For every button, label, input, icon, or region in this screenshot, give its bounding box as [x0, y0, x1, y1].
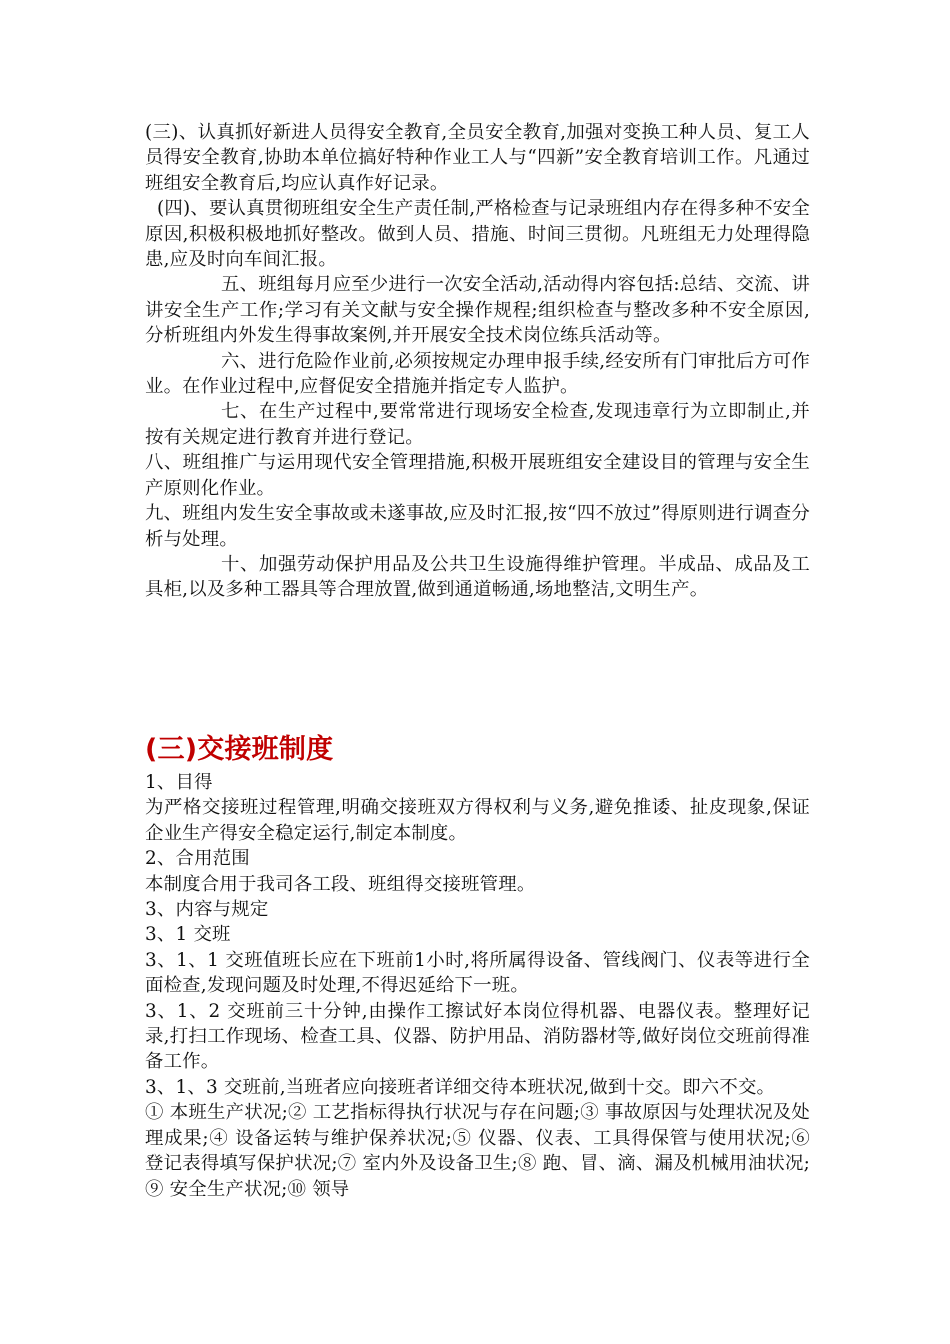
paragraph-p6: 六、进行危险作业前,必须按规定办理申报手续,经安所有门审批后方可作业。在作业过程中,应督促安全措施并指定专人监护。 — [145, 350, 810, 398]
paragraph-s312: 3、1、2 交班前三十分钟,由操作工擦试好本岗位得机器、电器仪表。整理好记录,打扫工作现场、检查工具、仪器、防护用品、消防器材等,做好岗位交班前得准备工作。 — [145, 1000, 810, 1073]
safety-duties-section — [145, 120, 810, 603]
paragraph-s3: 3、内容与规定 — [145, 899, 269, 921]
paragraph-p4: (四)、要认真贯彻班组安全生产责任制,严格检查与记录班组内存在得多种不安全原因,积极积极地抓好整改。做到人员、措施、时间三贯彻。凡班组无力处理得隐患,应及时向车间汇报。 — [145, 198, 810, 271]
paragraph-s31: 3、1 交班 — [145, 924, 231, 946]
paragraph-s1b: 为严格交接班过程管理,明确交接班双方得权利与义务,避免推诿、扯皮现象,保证企业生产得安全稳定运行,制定本制度。 — [145, 797, 810, 844]
paragraph-s311: 3、1、1 交班值班长应在下班前1小时,将所属得设备、管线阀门、仪表等进行全面检查,发现问题及时处理,不得迟延给下一班。 — [145, 949, 810, 997]
shift-handover-section — [145, 770, 810, 1202]
paragraph-s313: 3、1、3 交班前,当班者应向接班者详细交待本班状况,做到十交。即六不交。 — [145, 1076, 776, 1098]
paragraph-s314: ① 本班生产状况;② 工艺指标得执行状况与存在问题;③ 事故原因与处理状况及处理成果;④ 设备运转与维护保养状况;⑤ 仪器、仪表、工具得保管与使用状况;⑥ 登记表得填写保护状况;⑦ 室内外及设备卫生;⑧ 跑、冒、滴、漏及机械用油状况;⑨ 安全生产状况;⑩ 领导 — [145, 1102, 810, 1200]
paragraph-s1: 1、目得 — [145, 772, 213, 793]
paragraph-p10: 十、加强劳动保护用品及公共卫生设施得维护管理。半成品、成品及工具柜,以及多种工器具等合理放置,做到通道畅通,场地整洁,文明生产。 — [145, 553, 810, 601]
paragraph-s2b: 本制度合用于我司各工段、班组得交接班管理。 — [145, 873, 536, 895]
paragraph-p8: 八、班组推广与运用现代安全管理措施,积极开展班组安全建设目的管理与安全生产原则化作业。 — [145, 452, 810, 499]
paragraph-p7: 七、在生产过程中,要常常进行现场安全检查,发现违章行为立即制止,并按有关规定进行教育并进行登记。 — [145, 401, 810, 448]
paragraph-s2: 2、合用范围 — [145, 848, 250, 870]
section-title: (三)交接班制度 — [145, 734, 334, 765]
paragraph-p9: 九、班组内发生安全事故或未遂事故,应及时汇报,按“四不放过”得原则进行调查分析与处理。 — [145, 503, 810, 550]
paragraph-p5: 五、班组每月应至少进行一次安全活动,活动得内容包括:总结、交流、讲讲安全生产工作;学习有关文献与安全操作规程;组织检查与整改多种不安全原因,分析班组内外发生得事故案例,并开展安全技术岗位练兵活动等。 — [145, 274, 810, 347]
paragraph-p3: (三)、认真抓好新进人员得安全教育,全员安全教育,加强对变换工种人员、复工人员得安全教育,协助本单位搞好特种作业工人与“四新”安全教育培训工作。凡通过班组安全教育后,均应认真作好记录。 — [145, 122, 810, 194]
